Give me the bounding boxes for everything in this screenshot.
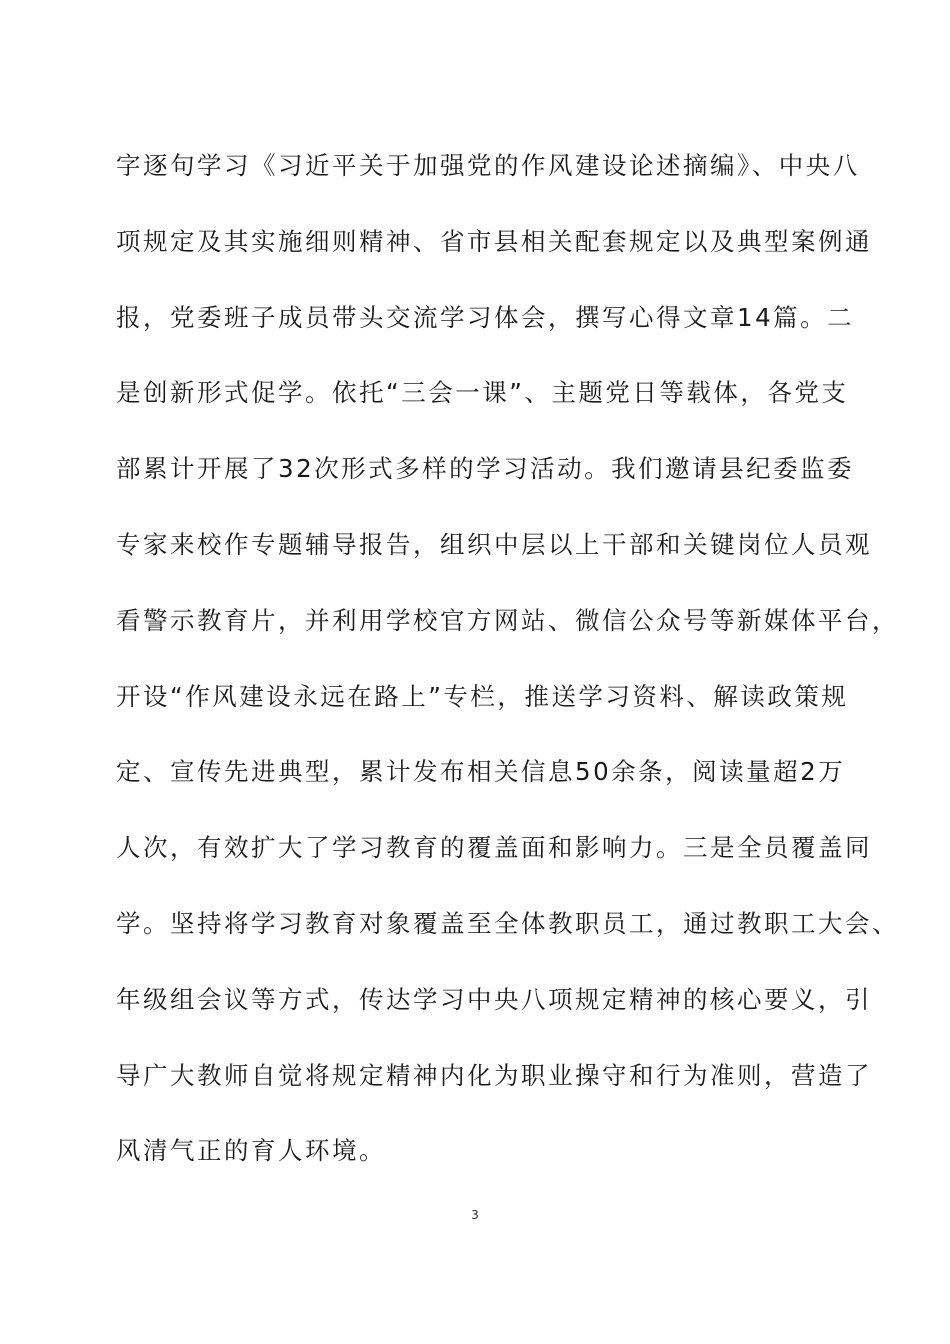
text-line: 专家来校作专题辅导报告，组织中层以上干部和关键岗位人员观 xyxy=(116,529,872,559)
body-paragraph xyxy=(116,140,899,1201)
text-line: 项规定及其实施细则精神、省市县相关配套规定以及典型案例通 xyxy=(116,226,872,256)
text-line: 开设“作风建设永远在路上”专栏，推送学习资料、解读政策规 xyxy=(116,681,849,711)
text-line: 部累计开展了32次形式多样的学习活动。我们邀请县纪委监委 xyxy=(116,454,855,484)
text-line: 导广大教师自觉将规定精神内化为职业操守和行为准则，营造了 xyxy=(116,1060,872,1090)
text-line: 风清气正的育人环境。 xyxy=(116,1136,386,1166)
text-line: 定、宣传先进典型，累计发布相关信息50余条，阅读量超2万 xyxy=(116,757,846,787)
text-line: 字逐句学习《习近平关于加强党的作风建设论述摘编》、中央八 xyxy=(116,151,860,180)
page-number: 3 xyxy=(471,1208,479,1222)
text-line: 人次，有效扩大了学习教育的覆盖面和影响力。三是全员覆盖同 xyxy=(116,833,872,863)
text-line: 报，党委班子成员带头交流学习体会，撰写心得文章14篇。二 xyxy=(116,302,855,332)
text-line: 看警示教育片，并利用学校官方网站、微信公众号等新媒体平台， xyxy=(116,605,899,635)
text-line: 年级组会议等方式，传达学习中央八项规定精神的核心要义，引 xyxy=(116,984,872,1014)
text-line: 学。坚持将学习教育对象覆盖至全体教职员工，通过教职工大会、 xyxy=(116,908,899,938)
text-line: 是创新形式促学。依托“三会一课”、主题党日等载体，各党支 xyxy=(116,378,849,408)
